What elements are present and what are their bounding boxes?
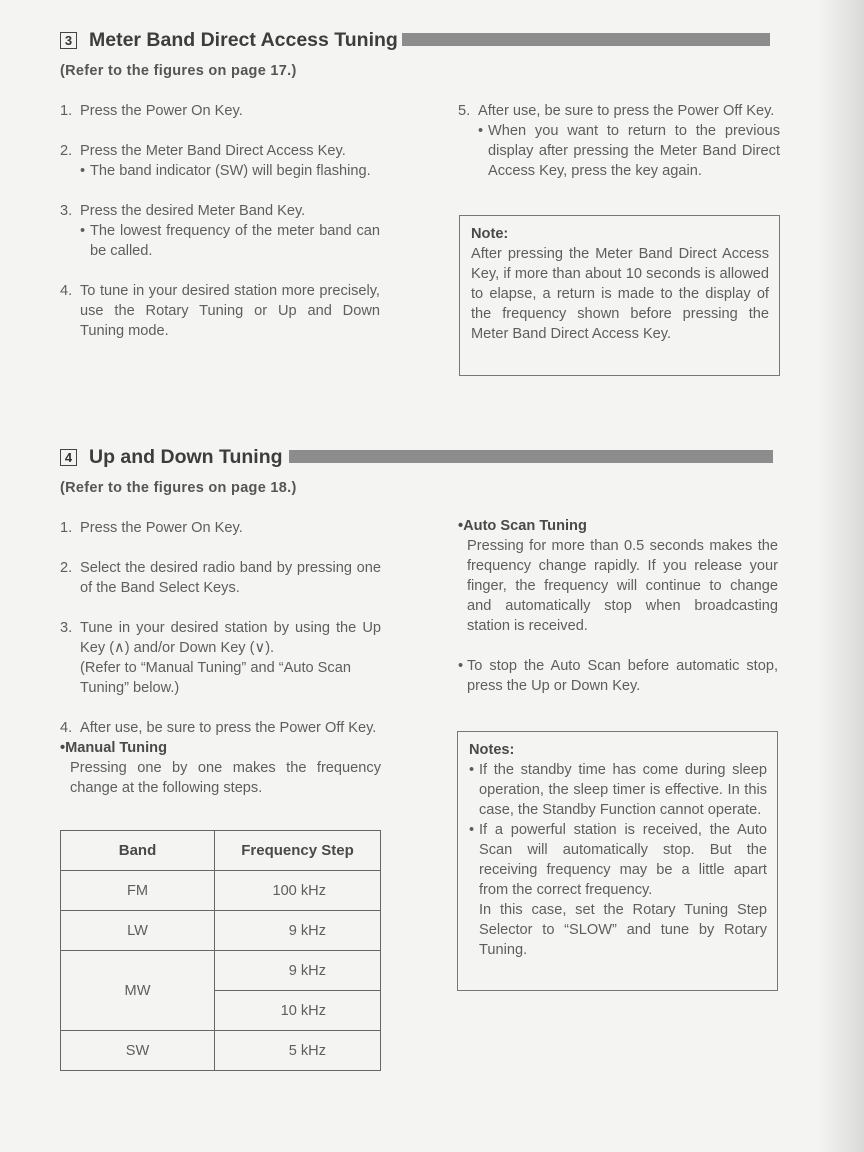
section-3-step-2: 2. Press the Meter Band Direct Access Key. • The band indicator (SW) will begin flashing. <box>60 141 380 181</box>
section-3-right-column <box>458 101 780 181</box>
auto-scan-text: Pressing for more than 0.5 seconds makes the frequency change rapidly. If you release your finger, the frequency will continue to change and automatically stop when broadcasting station is received. <box>467 538 778 634</box>
table-row: LW 9 kHz <box>61 911 381 951</box>
section-3-title: Meter Band Direct Access Tuning <box>89 29 398 51</box>
bullet: • The lowest frequency of the meter band can be called. <box>80 223 380 259</box>
page-edge-shadow <box>818 0 864 1152</box>
frequency-step-table <box>60 830 381 1071</box>
section-3-step-1: 1. Press the Power On Key. <box>60 103 243 119</box>
section-3-note-box <box>459 215 780 376</box>
bullet: • When you want to return to the previous display after pressing the Meter Band Direct Access Key, press the key again. <box>478 123 780 179</box>
manual-tuning <box>60 738 381 798</box>
section-3-step-4: 4. To tune in your desired station more precisely, use the Rotary Tuning or Up and Down Tuning mode. <box>60 283 380 339</box>
table-row: MW 9 kHz <box>61 951 381 991</box>
notes-item: • If the standby time has come during sleep operation, the sleep timer is effective. In this case, the Standby Function cannot operate. <box>469 762 767 818</box>
section-4-title: Up and Down Tuning <box>89 446 283 468</box>
section-4-refer: (Refer to the figures on page 18.) <box>60 480 297 496</box>
auto-scan-stop: • To stop the Auto Scan before automatic stop, press the Up or Down Key. <box>458 658 778 694</box>
section-4-right-column <box>458 516 778 696</box>
notes-title: Notes: <box>469 742 515 758</box>
section-4-left-column <box>60 518 381 798</box>
section-4-step-2: 2. Select the desired radio band by pressing one of the Band Select Keys. <box>60 560 381 596</box>
section-4-step-3: 3. Tune in your desired station by using the Up Key (∧) and/or Down Key (∨). (Refer to “Manual Tuning” and “Auto Scan Tuning” below.) <box>60 620 381 696</box>
section-4-heading <box>60 446 283 469</box>
auto-scan-tuning <box>458 516 778 636</box>
note-text: After pressing the Meter Band Direct Access Key, if more than about 10 seconds is allowed to elapse, a return is made to the display of the frequency shown before pressing the Meter Band Direct Access Key. <box>471 246 769 342</box>
manual-tuning-text: Pressing one by one makes the frequency change at the following steps. <box>70 760 381 796</box>
notes-extra: In this case, set the Rotary Tuning Step Selector to “SLOW” and tune by Rotary Tuning. <box>479 902 767 958</box>
section-4-rule <box>289 450 773 463</box>
section-4-step-4: 4. After use, be sure to press the Power Off Key. <box>60 720 377 736</box>
section-3-heading <box>60 29 398 52</box>
auto-scan-title: •Auto Scan Tuning <box>458 518 587 534</box>
table-row: 10 kHz <box>61 991 381 1031</box>
table-row: SW 5 kHz <box>61 1031 381 1071</box>
notes-item: • If a powerful station is received, the Auto Scan will automatically stop. But the receiving frequency may be a little apart from the correct frequency. <box>469 822 767 898</box>
section-3-step-3: 3. Press the desired Meter Band Key. • The lowest frequency of the meter band can be called. <box>60 203 380 259</box>
table-row: FM 100 kHz <box>61 871 381 911</box>
section-4-notes-box <box>457 731 778 991</box>
note-title: Note: <box>471 226 509 242</box>
section-4-step-1: 1. Press the Power On Key. <box>60 520 243 536</box>
section-3-step-5: 5. After use, be sure to press the Power Off Key. • When you want to return to the previous display after pressing the Meter Band Direct Access Key, press the key again. <box>458 103 780 179</box>
bullet: • The band indicator (SW) will begin flashing. <box>80 163 371 179</box>
section-4-number: 4 <box>60 449 77 466</box>
table-header-row <box>61 831 381 871</box>
table-header-step: Frequency Step <box>215 831 381 871</box>
table-header-band: Band <box>61 831 215 871</box>
manual-tuning-title: •Manual Tuning <box>60 740 167 756</box>
section-3-left-column <box>60 101 380 341</box>
section-3-rule <box>402 33 770 46</box>
section-3-refer: (Refer to the figures on page 17.) <box>60 63 297 79</box>
section-3-number: 3 <box>60 32 77 49</box>
